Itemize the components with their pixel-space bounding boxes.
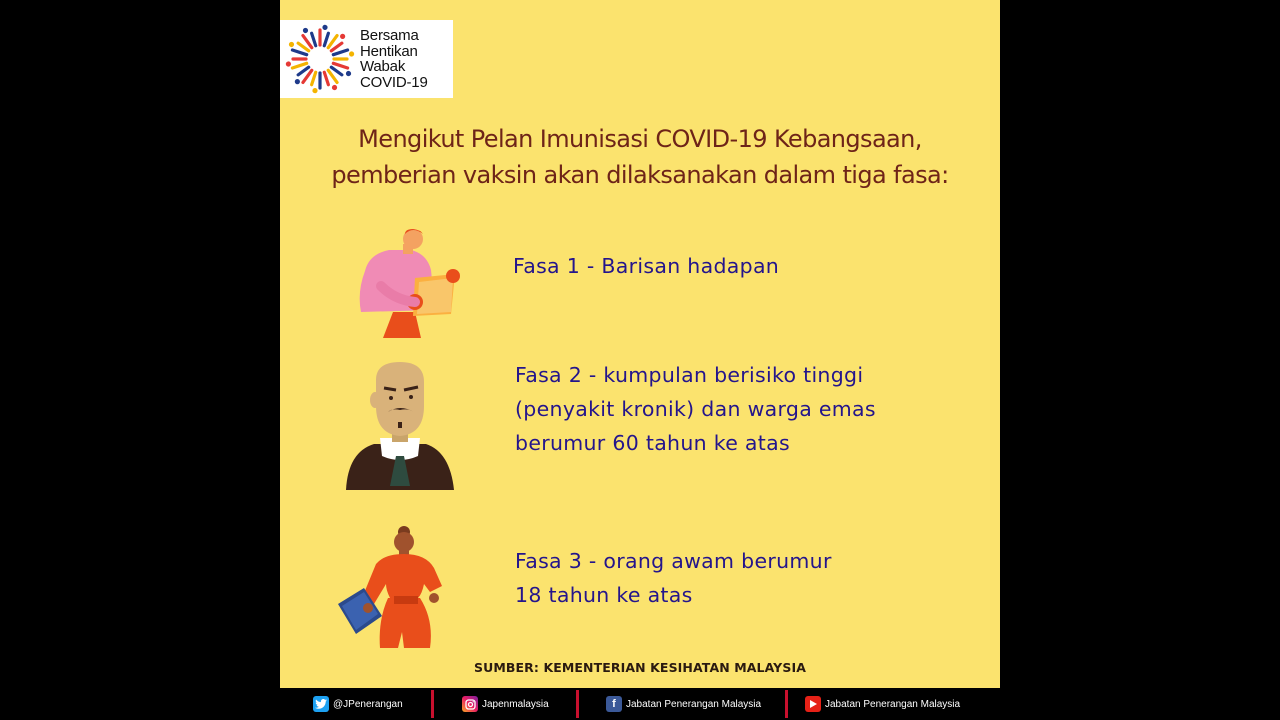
logo-line: Wabak (360, 58, 406, 75)
facebook-link[interactable] (606, 696, 761, 712)
twitter-handle: @JPenerangan (333, 698, 403, 710)
facebook-icon: f (606, 696, 622, 712)
source-credit: SUMBER: KEMENTERIAN KESIHATAN MALAYSIA (474, 660, 806, 675)
youtube-icon (805, 696, 821, 712)
sunburst-logo-icon (280, 20, 360, 98)
instagram-icon (462, 696, 478, 712)
logo-line: Bersama (360, 27, 419, 44)
phase-1-text (513, 249, 779, 283)
phase-3-text (515, 544, 832, 612)
logo-line: Hentikan (360, 42, 418, 60)
frontliner-illustration (355, 226, 465, 338)
phase-line: Fasa 2 - kumpulan berisiko tinggi (515, 363, 864, 387)
public-woman-illustration (334, 524, 452, 650)
twitter-icon (313, 696, 329, 712)
phase-line: Fasa 3 - orang awam berumur (515, 549, 832, 573)
intro-line-1: Mengikut Pelan Imunisasi COVID-19 Kebangsaan, (358, 125, 922, 153)
campaign-logo (280, 20, 453, 98)
intro-line-2: pemberian vaksin akan dilaksanakan dalam tiga fasa: (331, 161, 949, 189)
logo-line: COVID-19 (360, 73, 428, 91)
footer-separator (576, 690, 579, 718)
senior-man-illustration (344, 360, 456, 492)
youtube-channel: Jabatan Penerangan Malaysia (825, 698, 961, 710)
phase-line: (penyakit kronik) dan warga emas (515, 397, 876, 421)
twitter-link[interactable] (313, 696, 403, 712)
facebook-page: Jabatan Penerangan Malaysia (626, 698, 762, 710)
instagram-link[interactable] (462, 696, 549, 712)
logo-text (360, 28, 428, 90)
phase-line: berumur 60 tahun ke atas (515, 431, 790, 455)
footer-separator (785, 690, 788, 718)
intro-heading (280, 121, 1000, 193)
footer-separator (431, 690, 434, 718)
phase-line: 18 tahun ke atas (515, 583, 693, 607)
instagram-handle: Japenmalaysia (482, 698, 549, 710)
youtube-link[interactable] (805, 696, 960, 712)
phase-2-text (515, 358, 876, 460)
phase-line: Fasa 1 - Barisan hadapan (513, 254, 780, 278)
social-footer (280, 688, 1000, 720)
infographic-poster (280, 0, 1000, 688)
